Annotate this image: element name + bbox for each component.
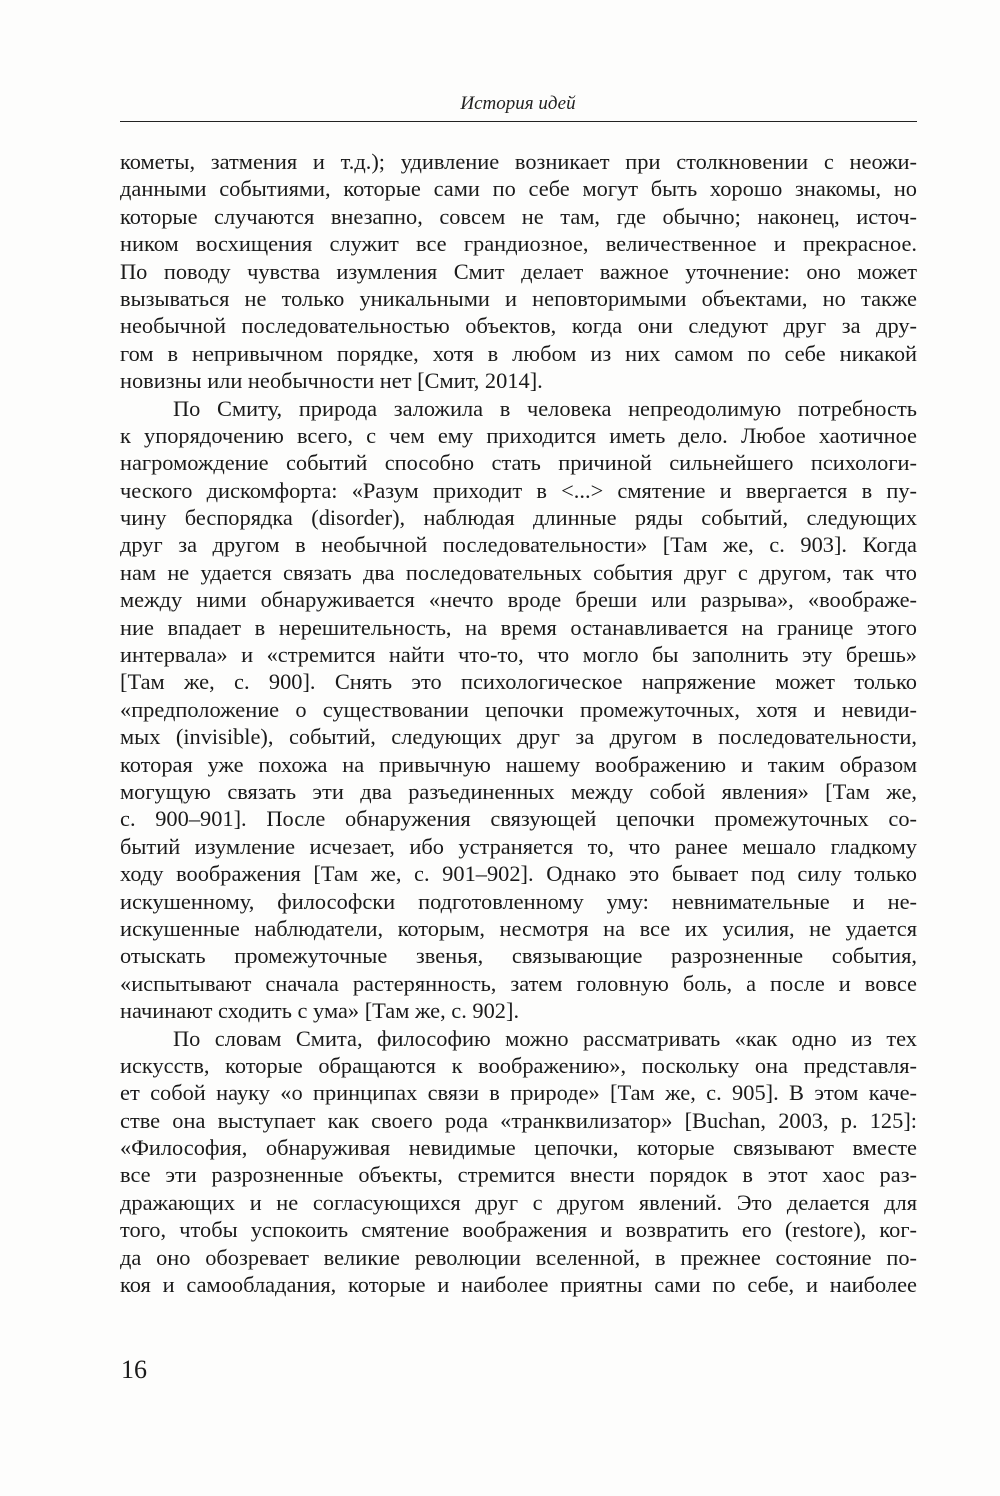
text-line: искушенному, философски подготовленному уму: невнимательные и не- bbox=[120, 888, 917, 914]
text-line: бытий изумление исчезает, ибо устраняется то, что ранее мешало гладкому bbox=[120, 833, 917, 859]
text-line: которая уже похожа на привычную нашему воображению и таким образом bbox=[120, 751, 917, 777]
text-line: По Смиту, природа заложила в человека непреодолимую потребность bbox=[173, 395, 917, 421]
header-rule bbox=[120, 121, 917, 122]
text-line: ет собой науку «о принципах связи в природе» [Там же, с. 905]. В этом каче- bbox=[120, 1080, 917, 1106]
text-line: да оно обозревает великие революции вселенной, в прежнее состояние по- bbox=[120, 1244, 917, 1270]
body-text bbox=[120, 148, 917, 1298]
text-line: «испытывают сначала растерянность, затем головную боль, а после и вовсе bbox=[120, 970, 917, 996]
text-line: нагромождение событий способно стать причиной сильнейшего психологи- bbox=[120, 450, 917, 476]
text-line: интервала» и «стремится найти что-то, что могло бы заполнить эту брешь» bbox=[120, 642, 917, 668]
text-line: к упорядочению всего, с чем ему приходится иметь дело. Любое хаотичное bbox=[120, 422, 917, 448]
text-line: могущую связать эти два разъединенных между собой явления» [Там же, bbox=[120, 778, 917, 804]
text-line: «предположение о существовании цепочки промежуточных, хотя и невиди- bbox=[120, 696, 917, 722]
text-line: ником восхищения служит все грандиозное, величественное и прекрасное. bbox=[120, 231, 917, 257]
text-line: ние впадает в нерешительность, на время останавливается на границе этого bbox=[120, 614, 917, 640]
text-line: новизны или необычности нет [Смит, 2014]. bbox=[120, 368, 543, 394]
text-line: нам не удается связать два последовательных события друг с другом, так что bbox=[120, 559, 917, 585]
running-head-title: История идей bbox=[460, 93, 576, 114]
text-line: По словам Смита, философию можно рассматривать «как одно из тех bbox=[173, 1025, 917, 1051]
text-line: ческого дискомфорта: «Разум приходит в <...> смятение и ввергается в пу- bbox=[120, 477, 917, 503]
text-line: того, чтобы успокоить смятение воображения и возвратить его (restore), ког- bbox=[120, 1217, 917, 1243]
paragraph bbox=[120, 395, 917, 1025]
text-line: [Там же, с. 900]. Снять это психологическое напряжение может только bbox=[120, 669, 917, 695]
text-line: коя и самообладания, которые и наиболее приятны сами по себе, и наиболее bbox=[120, 1272, 917, 1298]
text-line: с. 900–901]. После обнаружения связующей цепочки промежуточных со- bbox=[120, 806, 917, 832]
text-line: друг за другом в необычной последовательности» [Там же, с. 903]. Когда bbox=[120, 532, 917, 558]
text-line: все эти разрозненные объекты, стремится внести порядок в этот хаос раз- bbox=[120, 1162, 917, 1188]
text-line: стве она выступает как своего рода «транквилизатор» [Buchan, 2003, p. 125]: bbox=[120, 1107, 917, 1133]
text-line: искусств, которые обращаются к воображению», поскольку она представля- bbox=[120, 1052, 917, 1078]
text-line: необычной последовательностью объектов, когда они следуют друг за дру- bbox=[120, 313, 917, 339]
text-line: чину беспорядка (disorder), наблюдая длинные ряды событий, следующих bbox=[120, 505, 917, 531]
text-line: которые случаются внезапно, совсем не там, где обычно; наконец, источ- bbox=[120, 203, 917, 229]
text-line: данными событиями, которые сами по себе могут быть хорошо знакомы, но bbox=[120, 176, 917, 202]
text-line: ходу воображения [Там же, с. 901–902]. Однако это бывает под силу только bbox=[120, 861, 917, 887]
text-line: вызываться не только уникальными и неповторимыми объектами, но также bbox=[120, 285, 917, 311]
text-line: гом в непривычном порядке, хотя в любом из них самом по себе никакой bbox=[120, 340, 917, 366]
text-line: мых (invisible), событий, следующих друг за другом в последовательности, bbox=[120, 724, 917, 750]
text-line: «Философия, обнаруживая невидимые цепочки, которые связывают вместе bbox=[120, 1135, 917, 1161]
text-line: отыскать промежуточные звенья, связывающие разрозненные события, bbox=[120, 943, 917, 969]
text-line: По поводу чувства изумления Смит делает важное уточнение: оно может bbox=[120, 258, 917, 284]
page-number: 16 bbox=[121, 1355, 147, 1384]
paragraph bbox=[120, 148, 917, 395]
text-line: дражающих и не согласующихся друг с другом явлений. Это делается для bbox=[120, 1189, 917, 1215]
text-line: начинают сходить с ума» [Там же, с. 902]. bbox=[120, 998, 520, 1024]
text-line: кометы, затмения и т.д.); удивление возникает при столкновении с неожи- bbox=[120, 149, 917, 174]
text-line: искушенные наблюдатели, которым, несмотря на все их усилия, не удается bbox=[120, 915, 917, 941]
paragraph bbox=[120, 1025, 917, 1299]
text-line: между ними обнаруживается «нечто вроде бреши или разрыва», «воображе- bbox=[120, 587, 917, 613]
